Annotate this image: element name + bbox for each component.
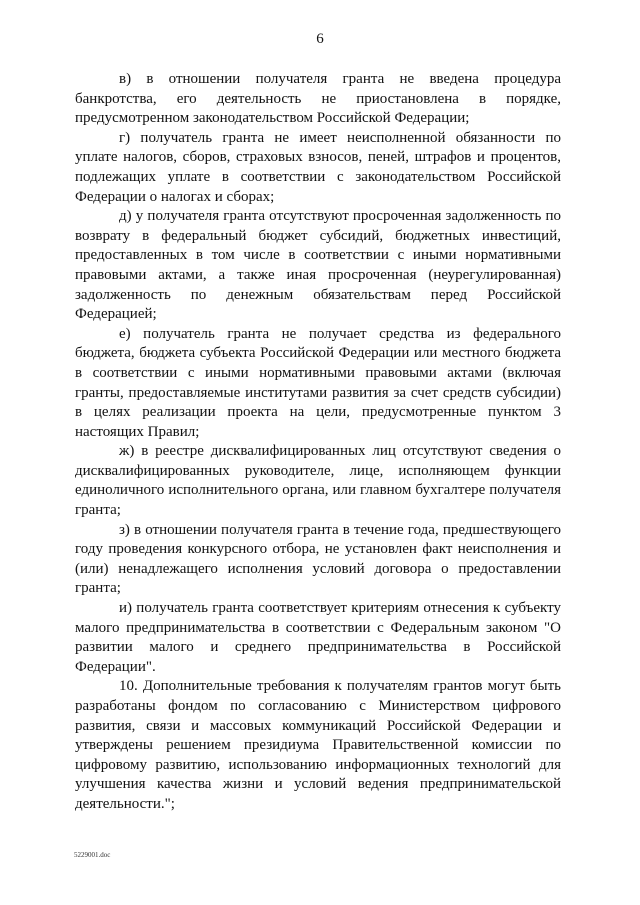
page-number: 6 bbox=[316, 31, 324, 47]
document-filename: 5229001.doc bbox=[74, 851, 111, 859]
paragraph-v: в) в отношении получателя гранта не введена процедура банкротства, его деятельность не приостановлена в порядке, предусмотренном законодательством Российской Федерации; bbox=[75, 71, 561, 127]
document-body bbox=[75, 70, 561, 815]
paragraph-i: и) получатель гранта соответствует критериям отнесения к субъекту малого предпринимательства в соответствии с Федеральным законом "О развитии малого и среднего предпринимательства в Российской Федерации". bbox=[75, 600, 561, 675]
paragraph-zh: ж) в реестре дисквалифицированных лиц отсутствуют сведения о дисквалифицированных руководителе, лице, исполняющем функции единоличного исполнительного органа, или главном бухгалтере получателя гранта; bbox=[75, 443, 561, 519]
paragraph-e: е) получатель гранта не получает средства из федерального бюджета, бюджета субъекта Российской Федерации или местного бюджета в соответствии с иными нормативными правовыми актами (включая гранты, предоставляемые институтами развития за счет средств субсидии) в целях реализации проекта на цели, предусмотренные пунктом 3 настоящих Правил; bbox=[75, 325, 561, 440]
paragraph-z: з) в отношении получателя гранта в течение года, предшествующего году проведения конкурсного отбора, не установлен факт неисполнения и (или) ненадлежащего исполнения условий договора о предоставлении гранта; bbox=[75, 521, 561, 597]
paragraph-10: 10. Дополнительные требования к получателям грантов могут быть разработаны фондом по согласованию с Министерством цифрового развития, связи и массовых коммуникаций Российской Федерации и утверждены решением президиума Правительственной комиссии по цифровому развитию, использованию информационных технологий для улучшения качества жизни и условий ведения предпринимательской деятельности."; bbox=[75, 678, 561, 812]
paragraph-g: г) получатель гранта не имеет неисполненной обязанности по уплате налогов, сборов, страховых взносов, пеней, штрафов и процентов, подлежащих уплате в соответствии с законодательством Российской Федерации о налогах и сборах; bbox=[75, 129, 561, 205]
paragraph-d: д) у получателя гранта отсутствуют просроченная задолженность по возврату в федеральный бюджет субсидий, бюджетных инвестиций, предоставленных в том числе в соответствии с иными нормативными правовыми актами, а также иная просроченная (неурегулированная) задолженность по денежным обязательствам перед Российской Федерацией; bbox=[75, 208, 561, 323]
